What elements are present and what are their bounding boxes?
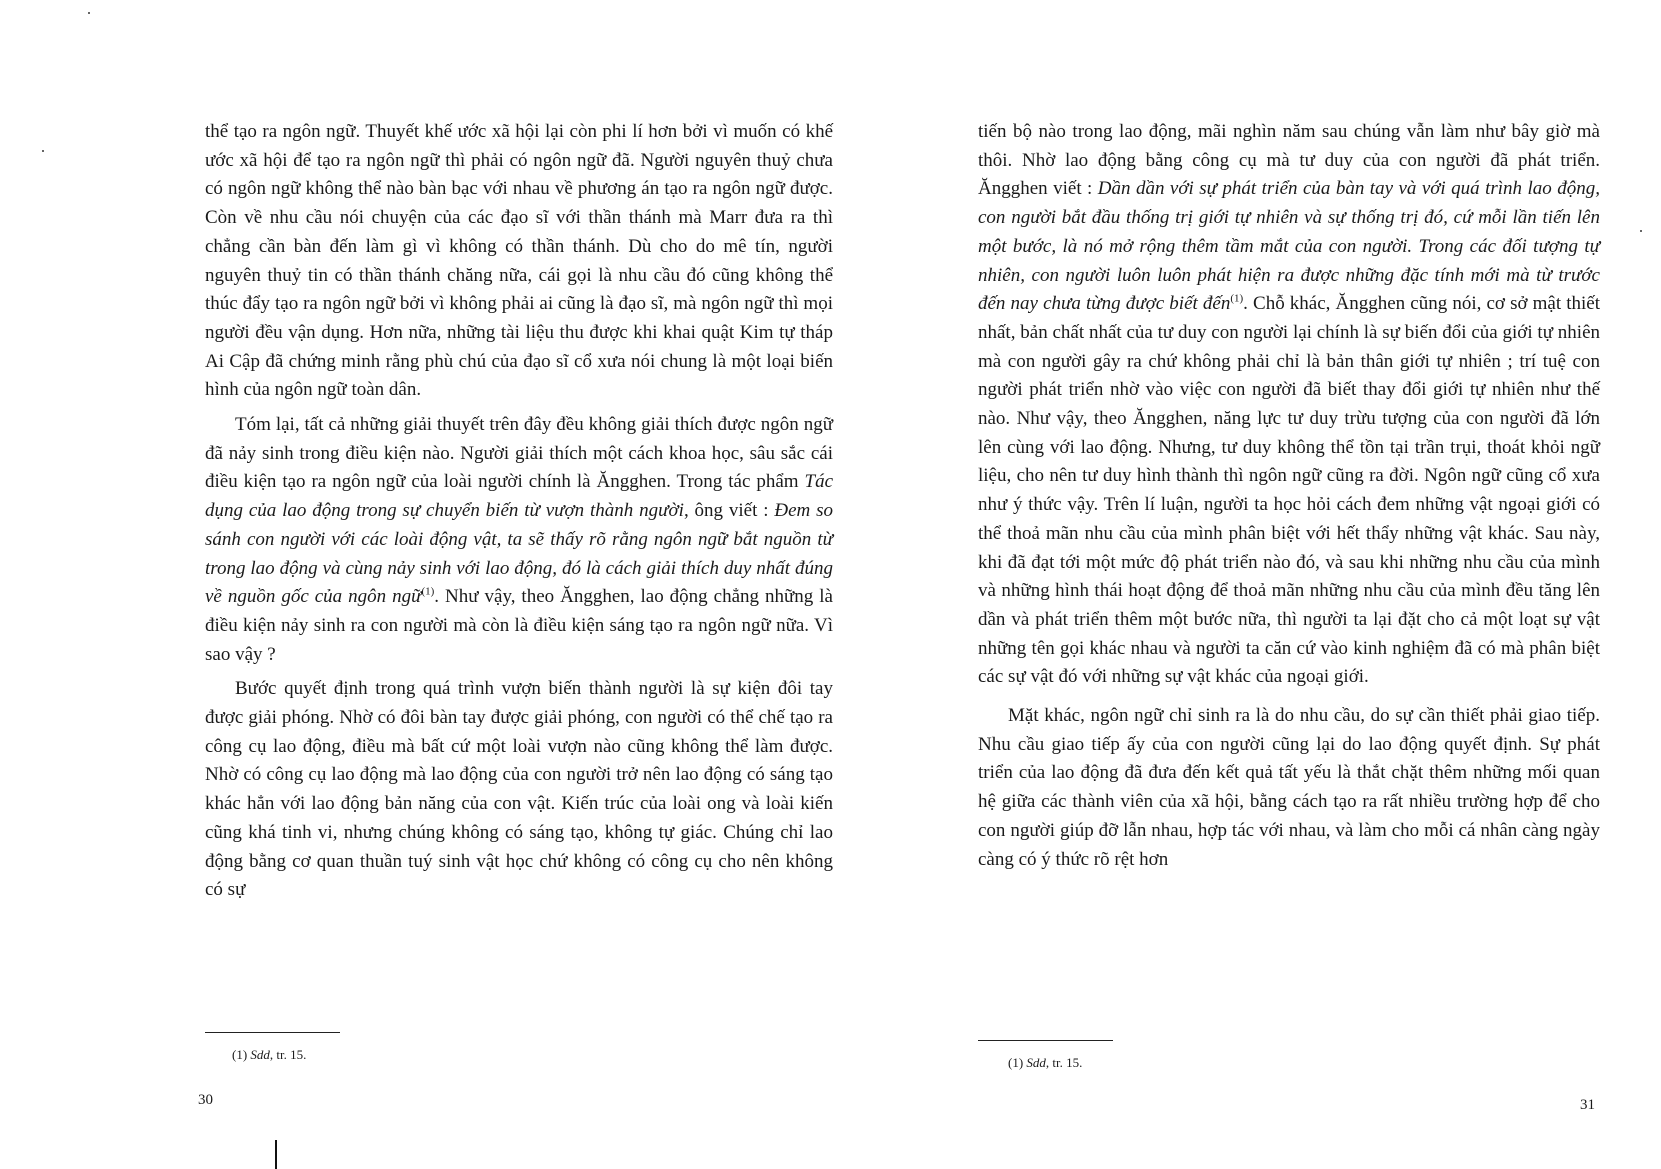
footnote-ref: Sdd: [250, 1047, 270, 1062]
scan-speck: [42, 150, 44, 152]
paragraph: Mặt khác, ngôn ngữ chỉ sinh ra là do nhu cầu, do sự cần thiết phải giao tiếp. Nhu cầu giao tiếp ấy của con người cũng lại do lao động quyết định. Sự phát triển của lao động đã đưa đến kết quả tất yếu là thắt chặt thêm những mối quan hệ giữa các thành viên của xã hội, bằng cách tạo ra rất nhiều trường hợp để cho con người giúp đỡ lẫn nhau, hợp tác với nhau, và làm cho mỗi cá nhân càng ngày càng có ý thức rõ rệt hơn: [978, 705, 1600, 870]
footnote-marker: (1): [421, 585, 435, 598]
scan-speck: [1640, 230, 1642, 232]
paragraph: [978, 118, 1600, 692]
scan-mark: [275, 1140, 277, 1169]
footnote-ref: Sdd: [1026, 1055, 1046, 1070]
paragraph: [205, 411, 833, 669]
paragraph-text: tiến bộ nào trong lao động, mãi nghìn năm sau chúng vẫn làm như bây giờ mà thôi. Nhờ lao động bằng công cụ mà tư duy của con người đã phát triển. Ăngghen viết :: [978, 121, 1600, 200]
footnote-marker: (1): [1230, 292, 1244, 305]
footnote: [232, 1047, 306, 1063]
work-title: Tác dụng của lao động trong sự chuyển biến từ vượn thành người: [205, 471, 833, 522]
paragraph-text: . Chỗ khác, Ăngghen cũng nói, cơ sở mật thiết nhất, bản chất nhất của tư duy con người lại chính là sự biến đổi của giới tự nhiên mà con người gây ra chứ không phải chỉ là bản thân giới tự nhiên ; trí tuệ con người phát triển nhờ vào việc con người đã biết thay đổi giới tự nhiên như thế nào. Như vậy, theo Ăngghen, năng lực tư duy trừu tượng của con người đã lớn lên cùng với lao động. Nhưng, tư duy không thể tồn tại trần trụi, thoát khỏi ngữ liệu, cho nên tư duy hình thành thì ngôn ngữ cũng ra đời. Ngôn ngữ cũng cổ xưa như ý thức vậy. Trên lí luận, người ta học hỏi cách đem những vật ngoại giới có thể thoả mãn nhu cầu của mình phân biệt với hết thẩy những vật khác. Sau này, khi đã đạt tới một mức độ phát triển nào đó, và sau khi những nhu cầu của mình và những hình thái hoạt động để thoả mãn những nhu cầu của mình đều tăng lên dần và phát triển thêm một bước nữa, thì người ta lại đặt cho cả một loạt sự vật những tên gọi khác nhau và người ta căn cứ vào kinh nghiệm đã có mà phân biệt các sự vật đó với những sự vật khác của ngoại giới.: [978, 293, 1600, 688]
footnote-rule: [978, 1040, 1113, 1041]
quotation: Dần dần với sự phát triển của bàn tay và với quá trình lao động, con người bắt đầu thống trị giới tự nhiên và sự thống trị đó, cứ mỗi lần tiến lên một bước, là nó mở rộng thêm tầm mắt của con người. Trong các đối tượng tự nhiên, con người luôn luôn phát hiện ra được những đặc tính mới mà từ trước đến nay chưa từng được biết đến: [978, 178, 1600, 315]
footnote-tail: , tr. 15.: [269, 1047, 307, 1062]
left-page-body: [205, 118, 833, 911]
footnote-number: (1): [232, 1047, 251, 1062]
footnote-number: (1): [1008, 1055, 1027, 1070]
footnote-rule: [205, 1032, 340, 1033]
quotation: Đem so sánh con người với các loài động vật, ta sẽ thấy rõ rằng ngôn ngữ bắt nguồn từ trong lao động và cùng nảy sinh với lao động, đó là cách giải thích duy nhất đúng về nguồn gốc của ngôn ngữ: [205, 500, 833, 608]
paragraph-text: Tóm lại, tất cả những giải thuyết trên đây đều không giải thích được ngôn ngữ đã nảy sinh trong điều kiện nào. Người giải thích một cách khoa học, sâu sắc cái điều kiện tạo ra ngôn ngữ của loài người chính là Ăngghen. Trong tác phẩm: [205, 414, 833, 493]
page-number: 31: [1580, 1097, 1595, 1113]
paragraph-text: . Như vậy, theo Ăngghen, lao động chẳng những là điều kiện nảy sinh ra con người mà còn là điều kiện sáng tạo ra ngôn ngữ nữa. Vì sao vậy ?: [205, 586, 833, 665]
paragraph: thể tạo ra ngôn ngữ. Thuyết khế ước xã hội lại còn phi lí hơn bởi vì muốn có khế ước xã hội để tạo ra ngôn ngữ thì phải có ngôn ngữ đã. Người nguyên thuỷ chưa có ngôn ngữ không thể nào bàn bạc với nhau về phương án tạo ra ngôn ngữ được. Còn về nhu cầu nói chuyện của các đạo sĩ với thần thánh mà Marr đưa ra thì chẳng cần bàn đến làm gì vì không có thần thánh. Dù cho do mê tín, người nguyên thuỷ tin có thần thánh chăng nữa, cái gọi là nhu cầu đó cũng không thể thúc đẩy tạo ra ngôn ngữ bởi vì không phải ai cũng là đạo sĩ, mà ngôn ngữ thì mọi người đều vận dụng. Hơn nữa, những tài liệu thu được khi khai quật Kim tự tháp Ai Cập đã chứng minh rằng phù chú của đạo sĩ cổ xưa nói chung là một loại biến hình của ngôn ngữ toàn dân.: [205, 121, 833, 401]
right-page: [900, 0, 1661, 1169]
footnote: [1008, 1055, 1082, 1071]
page-number: 30: [198, 1092, 213, 1108]
paragraph: Bước quyết định trong quá trình vượn biến thành người là sự kiện đôi tay được giải phóng. Nhờ có đôi bàn tay được giải phóng, con người có thể chế tạo ra công cụ lao động, điều mà bất cứ một loài vượn nào cũng không thể làm được. Nhờ có công cụ lao động mà lao động của con người trở nên lao động có sáng tạo khác hẳn với lao động bản năng của con vật. Kiến trúc của loài ong và loài kiến cũng khá tinh vi, nhưng chúng không có sáng tạo, không tự giác. Chúng chỉ lao động bằng cơ quan thuần tuý sinh vật học chứ không có công cụ cho nên không có sự: [205, 678, 833, 901]
footnote-tail: , tr. 15.: [1045, 1055, 1083, 1070]
right-page-body: [978, 118, 1600, 880]
scan-speck: [88, 12, 90, 14]
paragraph-text: , ông viết :: [683, 500, 775, 522]
